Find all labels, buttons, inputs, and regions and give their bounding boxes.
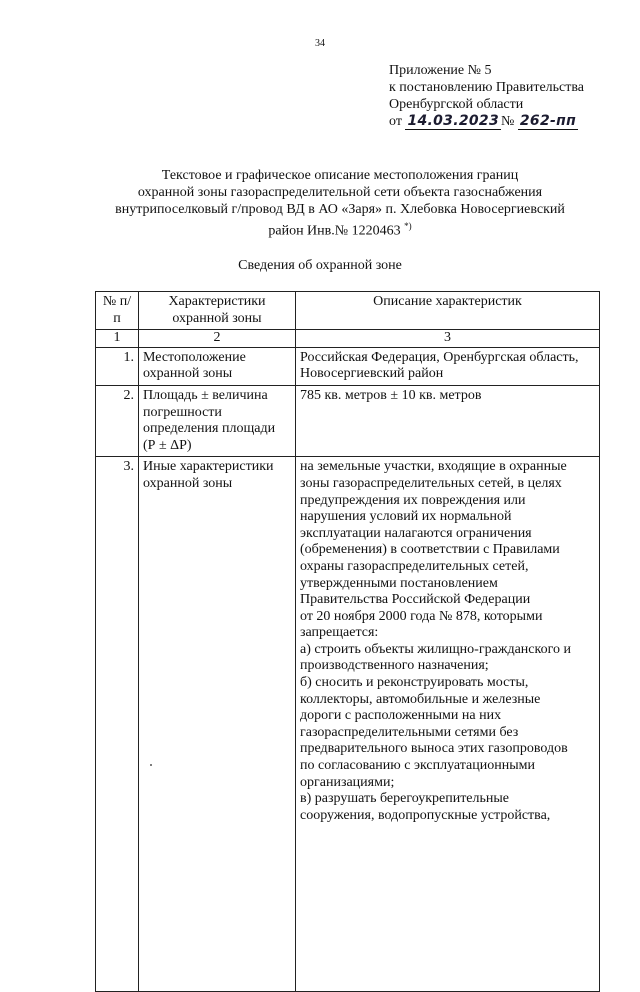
description-line: нарушения условий их нормальной xyxy=(300,509,512,525)
row-number: 3. xyxy=(96,457,139,992)
annex-line-2: к постановлению Правительства xyxy=(389,80,585,95)
row-characteristic: Иные характеристики охранной зоны xyxy=(139,457,296,992)
row-description xyxy=(296,457,600,992)
number-sign: № xyxy=(501,114,515,129)
row-characteristic: Площадь ± величина погрешности определения площади (Р ± ΔР) xyxy=(139,385,296,456)
header-characteristic: Характеристики охранной зоны xyxy=(139,292,296,330)
table-row xyxy=(96,457,600,992)
document-title xyxy=(60,167,620,240)
description-line: от 20 ноября 2000 года № 878, которыми xyxy=(300,608,543,624)
row-number: 2. xyxy=(96,385,139,456)
description-line: охраны газораспределительных сетей, xyxy=(300,558,529,574)
row-description: 785 кв. метров ± 10 кв. метров xyxy=(296,385,600,456)
row-number: 1. xyxy=(96,347,139,385)
handwritten-number: 262-пп xyxy=(519,113,577,129)
table-row xyxy=(96,347,600,385)
date-prefix: от xyxy=(389,114,402,129)
annex-line-1: Приложение № 5 xyxy=(389,63,492,78)
header-number: № п/п xyxy=(96,292,139,330)
title-line-3: внутрипоселковый г/провод ВД в АО «Заря» п. Хлебовка Новосергиевский xyxy=(115,202,565,217)
description-line: в) разрушать берегоукрепительные xyxy=(300,791,510,807)
table-header-row xyxy=(96,292,600,330)
annex-line-3: Оренбургской области xyxy=(389,97,524,112)
index-cell: 3 xyxy=(296,330,600,348)
handwritten-date: 14.03.2023 xyxy=(407,113,500,129)
description-line: запрещается: xyxy=(300,625,379,641)
annex-date-line xyxy=(389,113,629,130)
annex-header xyxy=(389,62,629,130)
description-line: а) строить объекты жилищно-гражданского и xyxy=(300,641,571,657)
table-row xyxy=(96,385,600,456)
title-line-2: охранной зоны газораспределительной сети объекта газоснабжения xyxy=(137,185,543,200)
row-characteristic: Местоположение охранной зоны xyxy=(139,347,296,385)
description-line: сооружения, водопропускные устройства, xyxy=(300,807,551,823)
title-line-4-text: район Инв.№ 1220463 xyxy=(268,223,401,239)
description-line: б) сносить и реконструировать мосты, xyxy=(300,675,529,691)
description-line: газораспределительными сетями без xyxy=(300,724,519,740)
page-number: 34 xyxy=(315,38,325,49)
description-line: на земельные участки, входящие в охранные xyxy=(300,459,567,475)
title-line-4 xyxy=(60,218,620,240)
scan-speck xyxy=(150,764,152,766)
description-line: эксплуатации налагаются ограничения xyxy=(300,525,532,541)
description-line: производственного назначения; xyxy=(300,658,489,674)
title-line-1: Текстовое и графическое описание местоположения границ xyxy=(161,168,519,183)
description-line: предварительного выноса этих газопроводов xyxy=(300,741,568,757)
description-line: организациями; xyxy=(300,774,395,790)
description-line: предупреждения их повреждения или xyxy=(300,492,526,508)
description-line: Правительства Российской Федерации xyxy=(300,592,531,608)
header-description: Описание характеристик xyxy=(296,292,600,330)
description-line: по согласованию с эксплуатационными xyxy=(300,758,535,774)
description-line: дороги с расположенными на них xyxy=(300,708,502,724)
description-line: утвержденными постановлением xyxy=(300,575,498,591)
description-line: зоны газораспределительных сетей, в целях xyxy=(300,475,562,491)
footnote-mark: *) xyxy=(404,221,412,231)
description-line: коллекторы, автомобильные и железные xyxy=(300,691,541,707)
row-description: Российская Федерация, Оренбургская область, Новосергиевский район xyxy=(296,347,600,385)
protection-zone-table xyxy=(95,291,600,992)
index-cell: 1 xyxy=(96,330,139,348)
table-index-row xyxy=(96,330,600,348)
description-line: (обременения) в соответствии с Правилами xyxy=(300,542,560,558)
index-cell: 2 xyxy=(139,330,296,348)
section-subtitle: Сведения об охранной зоне xyxy=(238,258,402,273)
